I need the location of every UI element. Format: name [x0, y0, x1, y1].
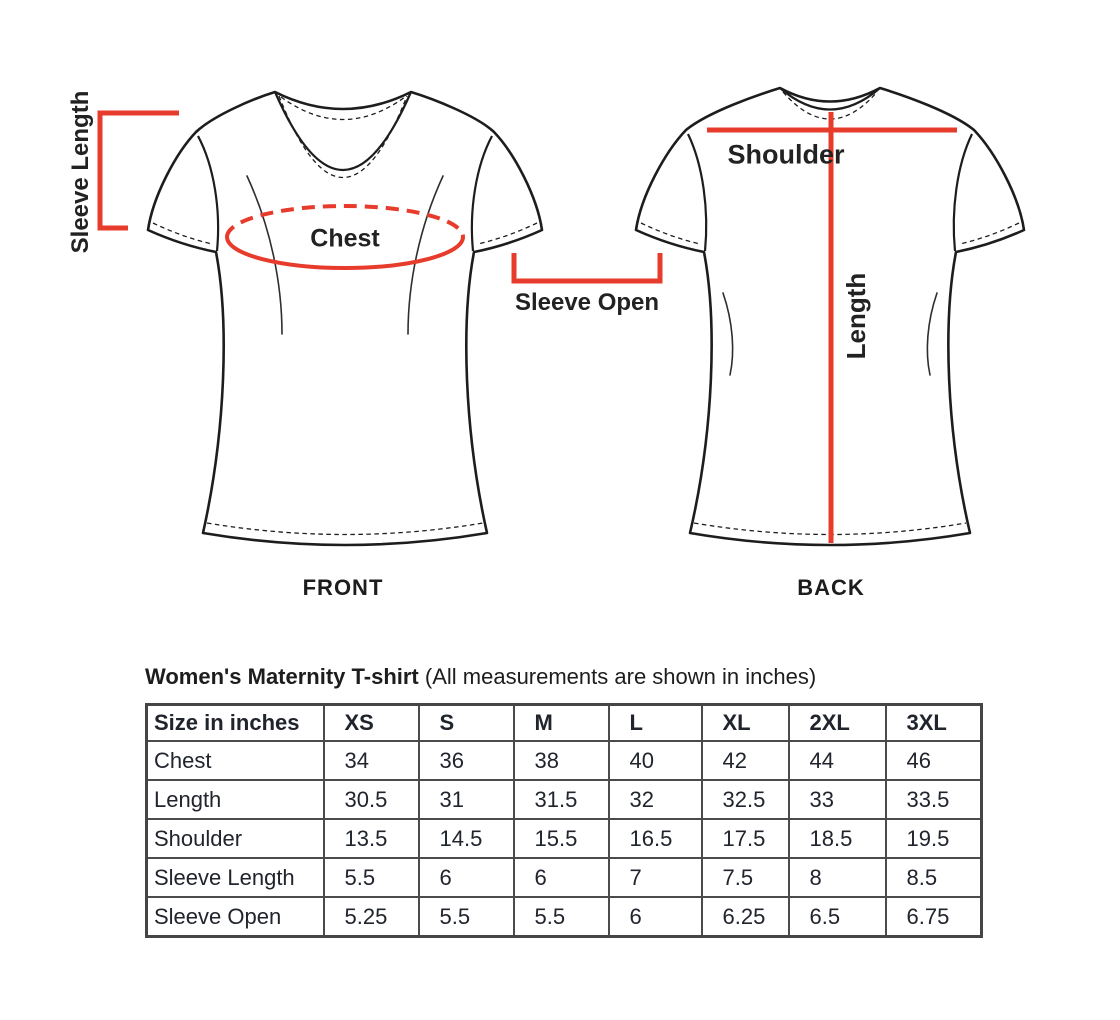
- value-cell: 33.5: [886, 780, 982, 819]
- value-cell: 13.5: [324, 819, 419, 858]
- value-cell: 5.5: [324, 858, 419, 897]
- length-label: Length: [841, 272, 871, 360]
- value-cell: 8.5: [886, 858, 982, 897]
- value-cell: 5.5: [419, 897, 514, 937]
- value-cell: 6: [419, 858, 514, 897]
- value-cell: 15.5: [514, 819, 609, 858]
- size-table-header-row: [147, 705, 982, 742]
- size-chart-title-note: (All measurements are shown in inches): [418, 664, 817, 689]
- value-cell: 32.5: [702, 780, 789, 819]
- row-label-cell: Sleeve Open: [147, 897, 324, 937]
- value-cell: 44: [789, 741, 886, 780]
- value-cell: 6.75: [886, 897, 982, 937]
- value-cell: 7.5: [702, 858, 789, 897]
- chest-label: Chest: [310, 224, 380, 253]
- size-column-header: L: [609, 705, 702, 742]
- value-cell: 40: [609, 741, 702, 780]
- row-label-cell: Chest: [147, 741, 324, 780]
- back-caption: BACK: [797, 575, 865, 600]
- shoulder-label: Shoulder: [727, 139, 845, 170]
- value-cell: 17.5: [702, 819, 789, 858]
- value-cell: 5.5: [514, 897, 609, 937]
- value-cell: 38: [514, 741, 609, 780]
- value-cell: 16.5: [609, 819, 702, 858]
- size-column-header: 3XL: [886, 705, 982, 742]
- table-row: [147, 897, 982, 937]
- table-row: [147, 741, 982, 780]
- value-cell: 6.25: [702, 897, 789, 937]
- value-cell: 34: [324, 741, 419, 780]
- measure-column-header: Size in inches: [147, 705, 324, 742]
- value-cell: 33: [789, 780, 886, 819]
- value-cell: 32: [609, 780, 702, 819]
- value-cell: 6: [609, 897, 702, 937]
- sleeve-open-bracket: [514, 253, 660, 281]
- row-label-cell: Shoulder: [147, 819, 324, 858]
- front-caption: FRONT: [302, 575, 384, 600]
- size-chart-title-bold: Women's Maternity T-shirt: [145, 664, 419, 689]
- size-table: [145, 703, 983, 938]
- value-cell: 30.5: [324, 780, 419, 819]
- value-cell: 6.5: [789, 897, 886, 937]
- row-label-cell: Length: [147, 780, 324, 819]
- value-cell: 46: [886, 741, 982, 780]
- row-label-cell: Sleeve Length: [147, 858, 324, 897]
- value-cell: 7: [609, 858, 702, 897]
- table-row: [147, 858, 982, 897]
- value-cell: 19.5: [886, 819, 982, 858]
- size-column-header: M: [514, 705, 609, 742]
- value-cell: 36: [419, 741, 514, 780]
- table-row: [147, 780, 982, 819]
- value-cell: 31.5: [514, 780, 609, 819]
- value-cell: 18.5: [789, 819, 886, 858]
- size-column-header: 2XL: [789, 705, 886, 742]
- size-column-header: XL: [702, 705, 789, 742]
- size-column-header: XS: [324, 705, 419, 742]
- size-column-header: S: [419, 705, 514, 742]
- sleeve-open-label: Sleeve Open: [514, 289, 660, 316]
- value-cell: 31: [419, 780, 514, 819]
- size-chart-title: [145, 664, 816, 690]
- table-row: [147, 819, 982, 858]
- sleeve-length-label: Sleeve Length: [67, 90, 94, 254]
- value-cell: 5.25: [324, 897, 419, 937]
- value-cell: 6: [514, 858, 609, 897]
- value-cell: 8: [789, 858, 886, 897]
- value-cell: 14.5: [419, 819, 514, 858]
- value-cell: 42: [702, 741, 789, 780]
- front-shirt-drawing: [148, 92, 542, 545]
